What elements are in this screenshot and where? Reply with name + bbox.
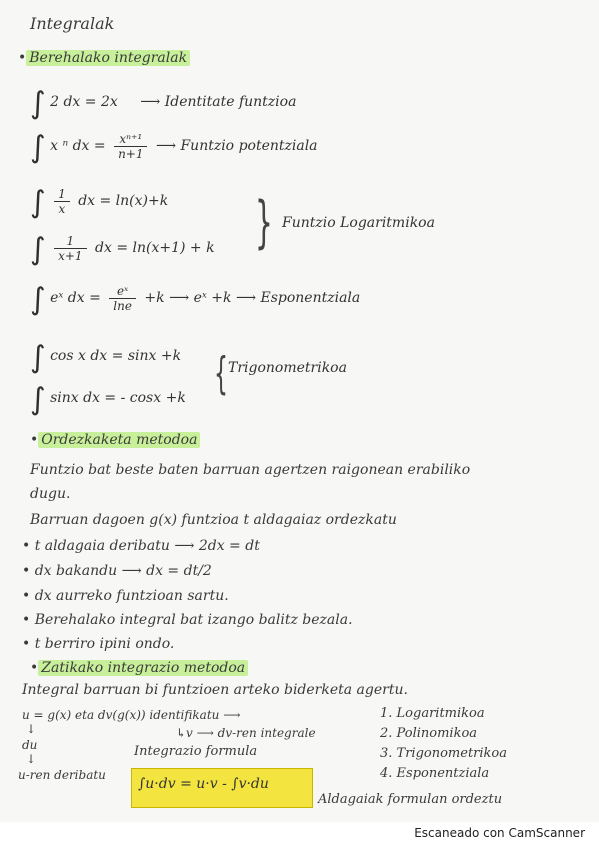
bullet-item: • Berehalako integral bat izango balitz bezala.: [22, 612, 353, 628]
fraction: [54, 234, 86, 263]
integral-sign: ∫: [30, 86, 46, 121]
list-item: 4. Esponentziala: [380, 766, 490, 781]
formula-left: x ⁿ dx =: [50, 138, 106, 154]
formula-right: dx = ln(x+1) + k: [95, 240, 215, 256]
heading-highlight: Berehalako integralak: [26, 50, 190, 66]
section-heading-zatikako: • Zatikako integrazio metodoa: [30, 660, 248, 676]
fraction: [109, 284, 136, 313]
integral-sign: ∫: [30, 130, 46, 165]
step-integrate: ↳v ⟶ dv-ren integrale: [176, 726, 316, 740]
formula-label: Integrazio formula: [134, 744, 258, 759]
formula-esponentziala: [30, 282, 360, 317]
formula-right: dx = ln(x)+k: [78, 193, 169, 209]
heading-highlight: Ordezkaketa metodoa: [38, 432, 200, 448]
brace-icon: {: [214, 348, 228, 399]
label-trigonometrikoa: Trigonometrikoa: [228, 360, 347, 376]
formula-ln-x-plus-1: [30, 232, 215, 267]
formula-right: +k ⟶ eˣ +k ⟶ Esponentziala: [144, 290, 361, 306]
integral-sign: ∫: [30, 382, 46, 417]
heading-highlight: Zatikako integrazio metodoa: [38, 660, 248, 676]
formula-expr: cos x dx = sinx +k: [50, 348, 182, 364]
brace-icon: }: [255, 190, 273, 255]
bullet-item: • t aldagaia deribatu ⟶ 2dx = dt: [22, 538, 260, 554]
down-arrow-icon: ↓: [26, 722, 37, 736]
formula-expr: sinx dx = - cosx +k: [50, 390, 186, 406]
formula-identitate: [30, 86, 296, 121]
page-title: Integralak: [30, 14, 115, 33]
formula-desc: ⟶ Funtzio potentziala: [155, 138, 318, 154]
formula-potentziala: [30, 130, 318, 165]
list-item: 2. Polinomikoa: [380, 726, 478, 741]
formula-left: eˣ dx =: [50, 290, 101, 306]
bullet-item: • dx aurreko funtzioan sartu.: [22, 588, 229, 604]
section-heading-berehalako: • Berehalako integralak: [18, 50, 190, 66]
formula-sin: [30, 382, 186, 417]
bullet-item: • t berriro ipini ondo.: [22, 636, 175, 652]
list-item: 3. Trigonometrikoa: [380, 746, 507, 761]
fraction-numerator: 1: [54, 234, 86, 249]
du-label: du: [22, 738, 38, 752]
fraction-numerator: eˣ: [109, 284, 136, 299]
formula-desc: ⟶ Identitate funtzioa: [140, 94, 297, 110]
formula-ln-x: [30, 185, 168, 220]
fraction: [114, 132, 147, 161]
step-identify: u = g(x) eta dv(g(x)) identifikatu ⟶: [22, 708, 241, 722]
body-line: Integral barruan bi funtzioen arteko biderketa agertu.: [22, 682, 408, 698]
fraction: [54, 187, 70, 216]
u-deriv-label: u-ren deribatu: [18, 768, 106, 782]
integration-by-parts-formula: ∫u·dv = u·v - ∫v·du: [138, 776, 269, 792]
formula-expr: 2 dx = 2x: [50, 94, 118, 110]
integral-sign: ∫: [30, 232, 46, 267]
fraction-denominator: n+1: [118, 146, 144, 161]
bullet-item: • dx bakandu ⟶ dx = dt/2: [22, 563, 212, 579]
body-line: Barruan dagoen g(x) funtzioa t aldagaiaz ordezkatu: [30, 512, 397, 528]
section-heading-ordezkaketa: • Ordezkaketa metodoa: [30, 432, 200, 448]
fraction-denominator: x: [58, 201, 66, 216]
scanner-watermark: Escaneado con CamScanner: [414, 826, 585, 840]
label-logaritmikoa: Funtzio Logaritmikoa: [282, 215, 435, 231]
body-line: dugu.: [30, 486, 71, 502]
fraction-numerator: xⁿ⁺¹: [114, 132, 147, 147]
integral-sign: ∫: [30, 340, 46, 375]
formula-cos: [30, 340, 181, 375]
fraction-denominator: lne: [113, 298, 132, 313]
substitute-note: Aldagaiak formulan ordeztu: [318, 792, 503, 807]
fraction-denominator: x+1: [58, 248, 83, 263]
down-arrow-icon: ↓: [26, 752, 37, 766]
body-line: Funtzio bat beste baten barruan agertzen raigonean erabiliko: [30, 462, 471, 478]
list-item: 1. Logaritmikoa: [380, 706, 485, 721]
integral-sign: ∫: [30, 185, 46, 220]
integral-sign: ∫: [30, 282, 46, 317]
fraction-numerator: 1: [54, 187, 70, 202]
